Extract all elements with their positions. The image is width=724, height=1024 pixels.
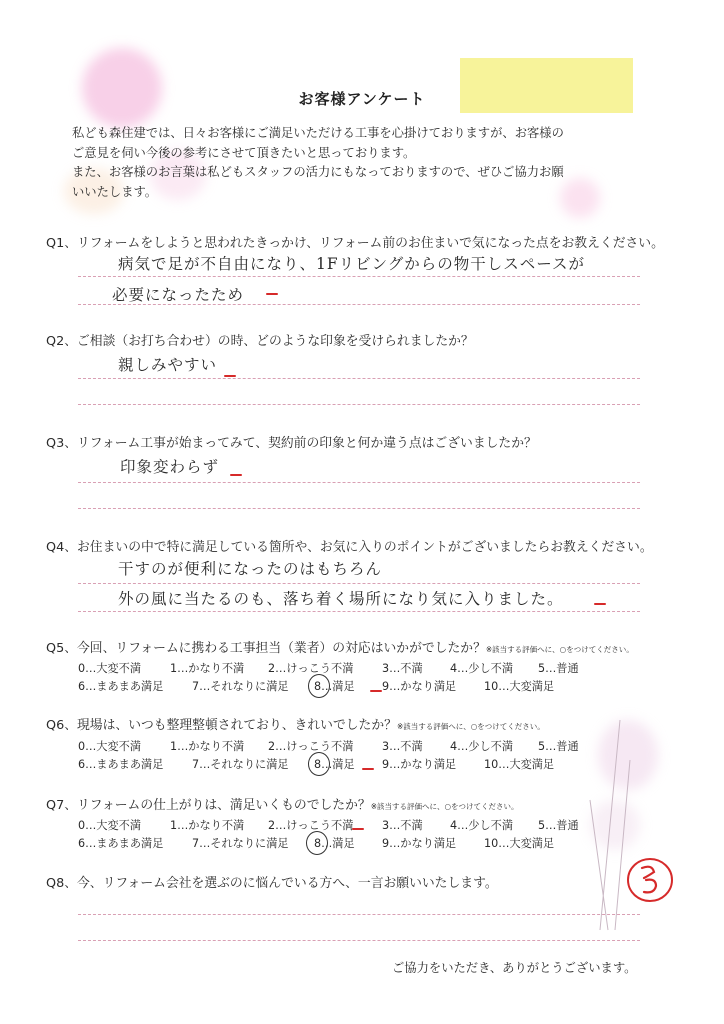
answer-line (78, 482, 640, 483)
intro-line: いいたします。 (72, 184, 158, 199)
answer-4-line-1: 干すのが便利になったのはもちろん (118, 560, 383, 578)
option-5: 5…普通 (538, 662, 579, 675)
answer-line (78, 404, 640, 405)
answer-1-line-1: 病気で足が不自由になり、1Fリビングからの物干しスペースが (118, 255, 586, 273)
option-7: 7…それなりに満足 (192, 758, 289, 771)
option-0: 0…大変不満 (78, 819, 142, 832)
intro-text (72, 124, 672, 202)
answer-3-line-1: 印象変わらず (120, 458, 220, 476)
option-7: 7…それなりに満足 (192, 680, 289, 693)
option-0: 0…大変不満 (78, 662, 142, 675)
red-check-mark (224, 375, 236, 377)
option-9: 9…かなり満足 (382, 680, 457, 693)
option-2: 2…けっこう不満 (268, 740, 354, 753)
option-8: 8…満足 (314, 680, 355, 693)
option-6: 6…まあまあ満足 (78, 758, 164, 771)
answer-1-line-2: 必要になったため (112, 286, 245, 304)
question-6 (46, 714, 545, 733)
selected-rating-circle (306, 831, 328, 855)
option-7: 7…それなりに満足 (192, 837, 289, 850)
question-5 (46, 637, 634, 656)
intro-line: 私ども森住建では、日々お客様にご満足いただける工事を心掛けておりますが、お客様の (72, 126, 564, 140)
option-2: 2…けっこう不満 (268, 819, 354, 832)
selected-rating-circle (308, 674, 330, 698)
answer-line (78, 508, 640, 509)
option-5: 5…普通 (538, 819, 579, 832)
selected-rating-circle (308, 752, 330, 776)
answer-line (78, 378, 640, 379)
question-8: Q8、今、リフォーム会社を選ぶのに悩んでいる方へ、一言お願いいたします。 (46, 876, 498, 891)
red-check-mark (594, 603, 606, 605)
question-2: Q2、ご相談（お打ち合わせ）の時、どのような印象を受けられましたか？ (46, 334, 474, 349)
answer-4-line-2: 外の風に当たるのも、落ち着く場所になり気に入りました。 (118, 590, 564, 608)
option-1: 1…かなり不満 (170, 662, 245, 675)
answer-line (78, 276, 640, 277)
red-check-mark (266, 293, 278, 295)
answer-2-line-1: 親しみやすい (118, 356, 218, 374)
option-6: 6…まあまあ満足 (78, 680, 164, 693)
answer-line (78, 611, 640, 612)
option-1: 1…かなり不満 (170, 740, 245, 753)
red-stamp-mark (624, 852, 676, 906)
page-title: お客様アンケート (298, 90, 426, 108)
question-6-note: ※該当する評価へに、○をつけてください。 (396, 722, 545, 731)
question-7-text: Q7、リフォームの仕上がりは、満足いくものでしたか？ (46, 798, 371, 813)
question-5-note: ※該当する評価へに、○をつけてください。 (485, 645, 634, 654)
option-10: 10…大変満足 (484, 680, 555, 693)
option-4: 4…少し不満 (450, 740, 514, 753)
red-check-mark (230, 474, 242, 476)
option-5: 5…普通 (538, 740, 579, 753)
question-4: Q4、お住まいの中で特に満足している箇所や、お気に入りのポイントがございましたらお教えください。 (46, 540, 653, 555)
option-10: 10…大変満足 (484, 758, 555, 771)
question-3: Q3、リフォーム工事が始まってみて、契約前の印象と何か違う点はございましたか？ (46, 436, 537, 451)
question-5-text: Q5、今回、リフォームに携わる工事担当（業者）の対応はいかがでしたか？ (46, 641, 486, 656)
red-check-mark (352, 828, 364, 830)
option-1: 1…かなり不満 (170, 819, 245, 832)
option-3: 3…不満 (382, 662, 423, 675)
option-3: 3…不満 (382, 740, 423, 753)
option-8: 8…満足 (314, 837, 355, 850)
question-7 (46, 794, 519, 813)
red-check-mark (370, 690, 382, 692)
option-8: 8…満足 (314, 758, 355, 771)
option-9: 9…かなり満足 (382, 758, 457, 771)
answer-line (78, 583, 640, 584)
option-3: 3…不満 (382, 819, 423, 832)
red-check-mark (362, 768, 374, 770)
closing-message: ご協力をいただき、ありがとうございます。 (392, 961, 637, 975)
option-9: 9…かなり満足 (382, 837, 457, 850)
option-10: 10…大変満足 (484, 837, 555, 850)
answer-line (78, 914, 640, 915)
question-6-text: Q6、現場は、いつも整理整頓されており、きれいでしたか？ (46, 718, 397, 733)
option-6: 6…まあまあ満足 (78, 837, 164, 850)
question-1: Q1、リフォームをしようと思われたきっかけ、リフォーム前のお住まいで気になった点をお教えください。 (46, 236, 664, 251)
answer-line (78, 304, 640, 305)
option-0: 0…大変不満 (78, 740, 142, 753)
option-4: 4…少し不満 (450, 819, 514, 832)
question-7-note: ※該当する評価へに、○をつけてください。 (370, 802, 519, 811)
intro-line: また、お客様のお言葉は私どもスタッフの活力にもなっておりますので、ぜひご協力お願 (72, 165, 564, 179)
intro-line: ご意見を伺い今後の参考にさせて頂きたいと思っております。 (72, 145, 416, 160)
answer-line (78, 940, 640, 941)
option-2: 2…けっこう不満 (268, 662, 354, 675)
option-4: 4…少し不満 (450, 662, 514, 675)
